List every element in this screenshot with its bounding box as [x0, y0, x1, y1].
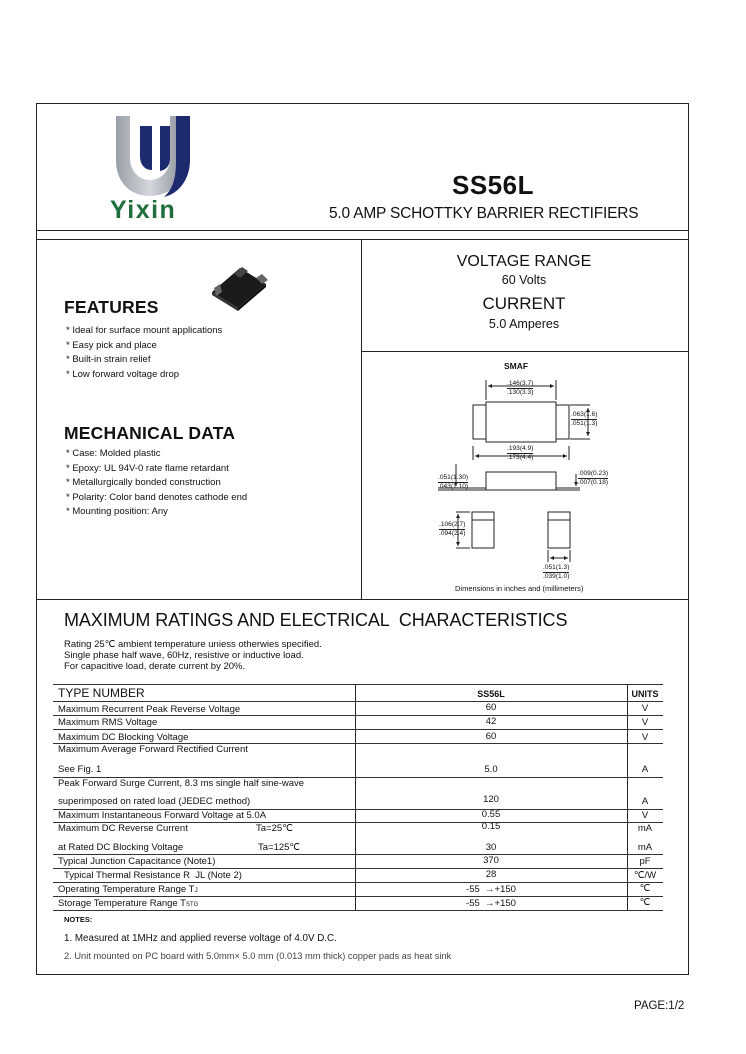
col-header-type: TYPE NUMBER — [58, 686, 145, 700]
row-line — [53, 882, 663, 883]
unit-cell: mA — [637, 823, 653, 834]
features-list — [66, 324, 222, 382]
section-divider — [36, 599, 688, 600]
value-cell: 42 — [485, 716, 497, 727]
condition-cell: Ta=125℃ — [258, 842, 301, 853]
package-photo — [210, 262, 270, 317]
voltage-range-value: 60 Volts — [501, 273, 547, 287]
max-ratings-title: MAXIMUM RATINGS AND ELECTRICAL CHARACTERISTICS — [64, 610, 568, 630]
mechanical-list — [66, 447, 247, 520]
list-item: * Built-in strain relief — [66, 354, 151, 365]
value-cell: 370 — [483, 855, 499, 866]
value-cell: 28 — [485, 869, 497, 880]
list-item: * Mounting position: Any — [66, 506, 168, 517]
list-item: * Ideal for surface mount applications — [66, 325, 223, 336]
col-header-part: SS56L — [477, 689, 505, 699]
dim-pad-width: .051(1.3) .039(1.0) — [543, 564, 570, 580]
param-cell: Maximum DC Reverse Current — [58, 823, 188, 834]
unit-cell: V — [641, 810, 649, 821]
table-top-line — [53, 684, 663, 685]
list-item: * Easy pick and place — [66, 339, 157, 351]
value-cell: 120 — [483, 794, 499, 805]
dim-lead-thickness: .009(0.23) .007(0.18) — [578, 470, 609, 486]
list-item: * Low forward voltage drop — [66, 368, 180, 380]
unit-cell: pF — [639, 856, 651, 867]
unit-cell: ℃ — [639, 883, 651, 894]
param-cell: Operating Temperature Range TJ — [58, 884, 198, 895]
param-cell-line2: at Rated DC Blocking Voltage — [58, 842, 184, 853]
row-line — [53, 729, 663, 730]
rating-conditions: Rating 25℃ ambient temperature uniess otherwies specified. Single phase half wave, 60Hz, resistive or inductive load. For capacitive load, derate current by 20%. — [64, 639, 322, 672]
table-bottom-line — [53, 910, 663, 911]
package-name: SMAF — [504, 361, 529, 371]
notes-title: NOTES: — [64, 915, 93, 924]
note-item: 2. Unit mounted on PC board with 5.0mm× 5.0 mm (0.013 mm thick) copper pads as heat sink — [64, 951, 452, 961]
dim-right-height: .063(1.6) .051(1.3) — [571, 411, 598, 427]
dim-top-width: .146(3.7) .130(3.3) — [507, 380, 534, 396]
list-item: * Epoxy: UL 94V-0 rate flame retardant — [66, 462, 229, 474]
header-divider-2 — [36, 239, 688, 240]
value-cell: -55 →+150 — [466, 898, 516, 909]
unit-cell: V — [641, 717, 649, 728]
value-cell: 60 — [485, 731, 497, 742]
param-cell: Maximum DC Blocking Voltage — [58, 732, 189, 743]
condition-cell: Ta=25℃ — [256, 823, 293, 834]
unit-cell: V — [641, 703, 649, 714]
brand-logo — [110, 110, 200, 230]
param-cell: Maximum Average Forward Rectified Current — [58, 744, 248, 755]
mechanical-title: MECHANICAL DATA — [64, 423, 236, 443]
value-cell: 5.0 — [484, 764, 498, 775]
note-item: 1. Measured at 1MHz and applied reverse voltage of 4.0V D.C. — [64, 933, 337, 944]
value-cell: 0.55 — [481, 809, 501, 820]
unit-cell: ℃/W — [633, 870, 657, 881]
page-number: PAGE:1/2 — [634, 1000, 685, 1012]
param-cell-line2: See Fig. 1 — [58, 764, 102, 775]
current-value: 5.0 Amperes — [488, 317, 560, 331]
list-item: * Case: Molded plastic — [66, 448, 161, 459]
list-item: * Metallurgically bonded construction — [66, 477, 221, 488]
unit-cell: ℃ — [639, 897, 651, 908]
dimensions-caption: Dimensions in inches and (millimeters) — [455, 584, 584, 593]
value-cell: 60 — [485, 702, 497, 713]
unit-cell: A — [641, 796, 649, 807]
unit-cell: mA — [637, 842, 653, 853]
param-cell-line2: superimposed on rated load (JEDEC method) — [58, 796, 251, 807]
param-cell: Peak Forward Surge Current, 8.3 ms single half sine-wave — [58, 778, 305, 789]
list-item: * Polarity: Color band denotes cathode end — [66, 491, 248, 503]
unit-cell: A — [641, 764, 649, 775]
current-label: CURRENT — [482, 294, 566, 313]
brand-name: Yixin — [110, 196, 177, 224]
logo-u-icon — [110, 110, 200, 200]
product-subtitle: 5.0 AMP SCHOTTKY BARRIER RECTIFIERS — [329, 205, 639, 222]
right-box-divider — [361, 351, 688, 352]
features-title: FEATURES — [64, 297, 159, 317]
value-cell: 0.15 — [481, 821, 501, 832]
dim-pad-height: .106(2.7) .094(2.4) — [439, 521, 466, 537]
row-line — [53, 896, 663, 897]
unit-cell: V — [641, 732, 649, 743]
param-cell: Typical Thermal Resistance R JL (Note 2) — [64, 870, 242, 881]
param-cell: Maximum Recurrent Peak Reverse Voltage — [58, 704, 241, 715]
column-divider — [361, 239, 362, 599]
voltage-range-label: VOLTAGE RANGE — [456, 253, 592, 270]
param-cell: Maximum Instantaneous Forward Voltage at 5.0A — [58, 810, 267, 821]
param-cell: Storage Temperature Range TSTG — [58, 898, 199, 909]
param-cell: Maximum RMS Voltage — [58, 717, 158, 728]
dim-left-height: .051(1.30) .043(1.10) — [438, 474, 469, 490]
param-cell: Typical Junction Capacitance (Note1) — [58, 856, 216, 867]
value-cell: -55 →+150 — [466, 884, 516, 895]
dim-body-length: .193(4.9) .173(4.4) — [507, 445, 534, 461]
smaf-package-icon — [210, 262, 270, 312]
col-header-units: UNITS — [631, 689, 659, 699]
header-divider — [36, 230, 688, 231]
value-cell: 30 — [485, 842, 497, 853]
part-number: SS56L — [452, 170, 534, 200]
